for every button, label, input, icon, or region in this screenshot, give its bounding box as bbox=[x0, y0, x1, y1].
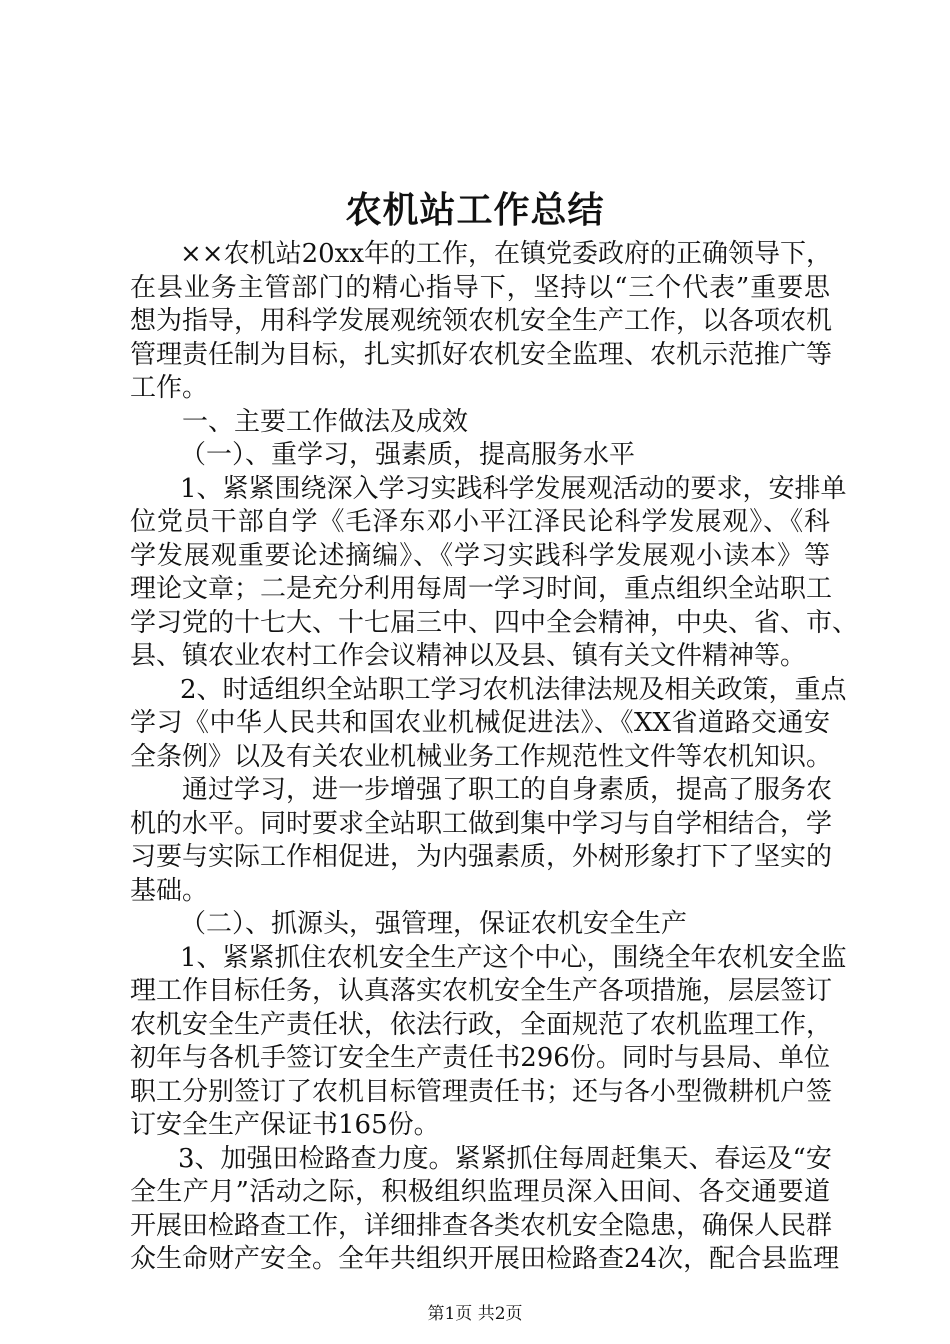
body-line: 学发展观重要论述摘编》、《学习实践科学发展观小读本》等 bbox=[130, 541, 830, 571]
body-line: 订安全生产保证书165份。 bbox=[130, 1110, 440, 1140]
body-line: 管理责任制为目标，扎实抓好农机安全监理、农机示范推广等 bbox=[130, 340, 833, 370]
body-line: 1、紧紧抓住农机安全生产这个中心，围绕全年农机安全监 bbox=[180, 943, 847, 973]
body-line: 众生命财产安全。全年共组织开展田检路查24次，配合县监理 bbox=[130, 1244, 840, 1274]
page-footer: 第1页 共2页 bbox=[427, 1304, 523, 1324]
body-line: ××农机站20xx年的工作，在镇党委政府的正确领导下， bbox=[180, 239, 832, 269]
body-line: 基础。 bbox=[130, 876, 209, 906]
body-line: 职工分别签订了农机目标管理责任书；还与各小型微耕机户签 bbox=[130, 1077, 833, 1107]
body-line: 农机安全生产责任状，依法行政，全面规范了农机监理工作， bbox=[130, 1010, 833, 1040]
body-line: 全生产月”活动之际，积极组织监理员深入田间、各交通要道 bbox=[130, 1177, 830, 1207]
subsection-heading: （二）、抓源头，强管理，保证农机安全生产 bbox=[180, 909, 688, 939]
body-line: 开展田检路查工作，详细排查各类农机安全隐患，确保人民群 bbox=[130, 1211, 833, 1241]
body-line: 理工作目标任务，认真落实农机安全生产各项措施，层层签订 bbox=[130, 976, 833, 1006]
body-line: 想为指导，用科学发展观统领农机安全生产工作，以各项农机 bbox=[130, 306, 833, 336]
body-line: 全条例》以及有关农业机械业务工作规范性文件等农机知识。 bbox=[130, 742, 833, 772]
body-line: 2、时适组织全站职工学习农机法律法规及相关政策，重点 bbox=[180, 675, 847, 705]
body-line: 县、镇农业农村工作会议精神以及县、镇有关文件精神等。 bbox=[130, 641, 807, 671]
body-line: 学习党的十七大、十七届三中、四中全会精神，中央、省、市、 bbox=[130, 608, 859, 638]
subsection-heading: （一）、重学习，强素质，提高服务水平 bbox=[180, 440, 636, 470]
body-line: 工作。 bbox=[130, 373, 209, 403]
body-line: 理论文章；二是充分利用每周一学习时间，重点组织全站职工 bbox=[130, 574, 833, 604]
body-line: 机的水平。同时要求全站职工做到集中学习与自学相结合，学 bbox=[130, 809, 833, 839]
document-title: 农机站工作总结 bbox=[345, 189, 605, 231]
body-line: 通过学习，进一步增强了职工的自身素质，提高了服务农 bbox=[182, 775, 833, 805]
body-line: 初年与各机手签订安全生产责任书296份。同时与县局、单位 bbox=[130, 1043, 830, 1073]
body-line: 学习《中华人民共和国农业机械促进法》、《XX省道路交通安 bbox=[130, 708, 830, 738]
section-heading: 一、主要工作做法及成效 bbox=[182, 407, 469, 437]
body-line: 1、紧紧围绕深入学习实践科学发展观活动的要求，安排单 bbox=[180, 474, 847, 504]
body-line: 3、加强田检路查力度。紧紧抓住每周赶集天、春运及“安 bbox=[178, 1144, 832, 1174]
body-line: 位党员干部自学《毛泽东邓小平江泽民论科学发展观》、《科 bbox=[130, 507, 830, 537]
body-line: 在县业务主管部门的精心指导下，坚持以“三个代表”重要思 bbox=[130, 273, 830, 303]
body-line: 习要与实际工作相促进，为内强素质，外树形象打下了坚实的 bbox=[130, 842, 833, 872]
